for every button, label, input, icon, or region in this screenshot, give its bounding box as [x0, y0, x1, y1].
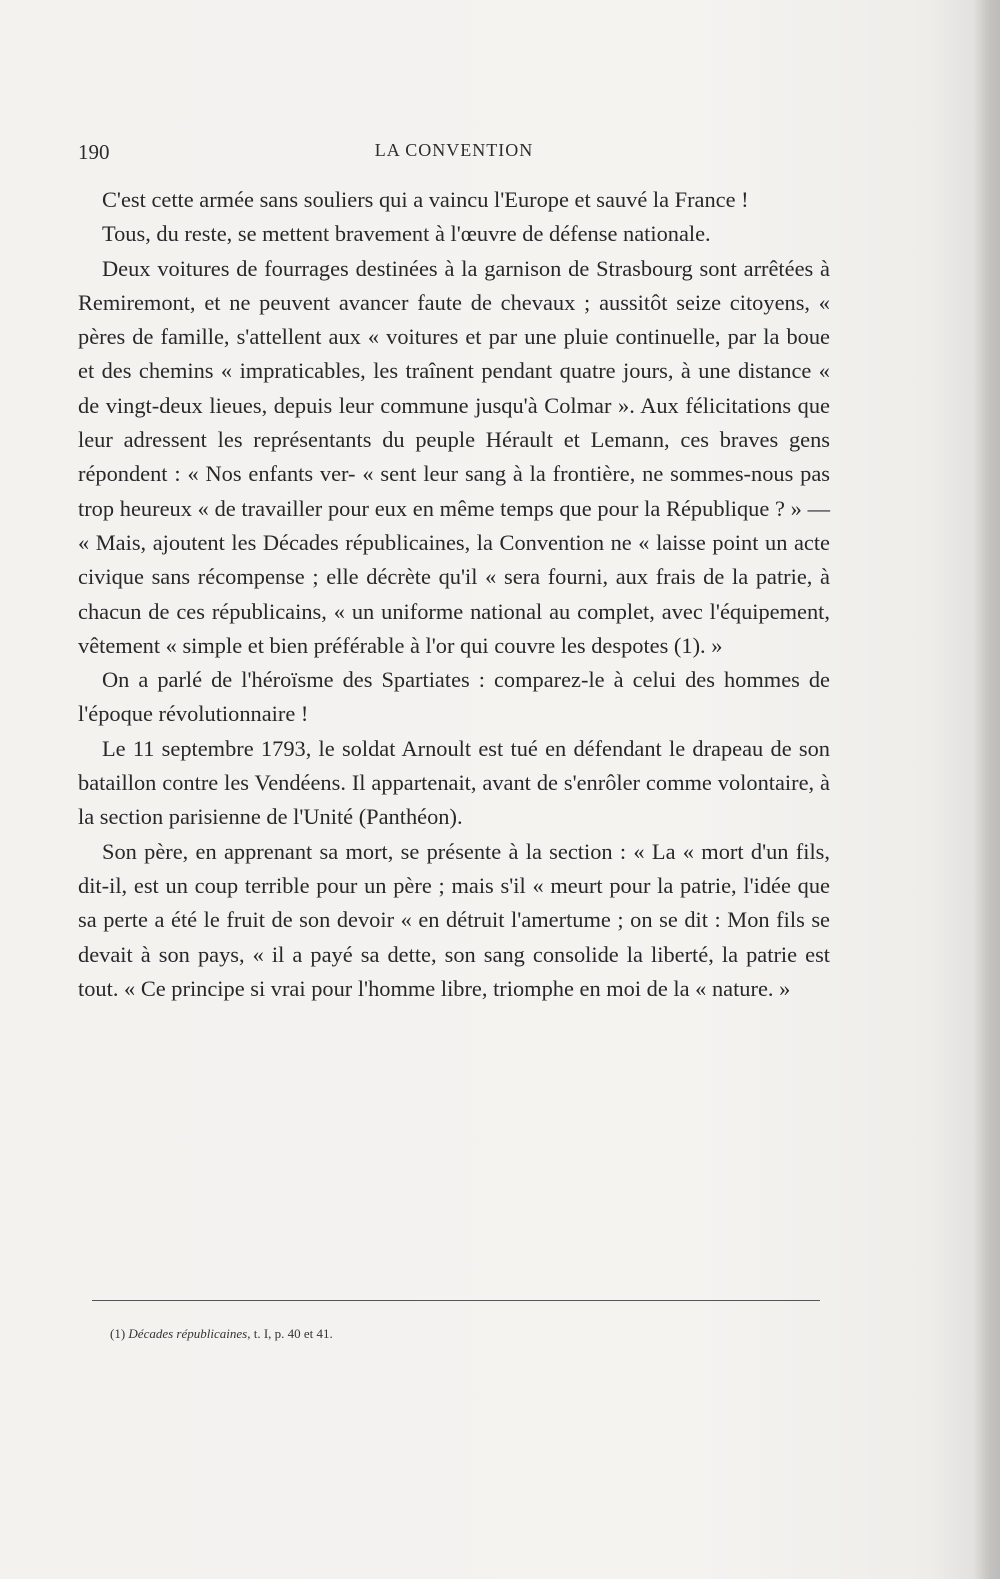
paragraph-6: Son père, en apprenant sa mort, se présente à la section : « La « mort d'un fils, dit-il, est un coup terrible pour un père ; mais s'il « meurt pour la patrie, l'idée que sa perte a été le fruit de son devoir « en détruit l'amertume ; on se dit : Mon fils se devait à son pays, « il a payé sa dette, son sang consolide la liberté, la patrie est tout. « Ce principe si vrai pour l'homme libre, triomphe en moi de la « nature. »	[78, 838, 830, 1001]
page-header	[78, 138, 830, 168]
paragraph-1: C'est cette armée sans souliers qui a vaincu l'Europe et sauvé la France !	[102, 187, 749, 212]
paragraph-2: Tous, du reste, se mettent bravement à l'œuvre de défense nationale.	[102, 221, 711, 247]
page-number: 190	[78, 140, 110, 164]
paragraph-3: Deux voitures de fourrages destinées à la garnison de Strasbourg sont arrêtées à Remiremont, et ne peuvent avancer faute de chevaux ; aussitôt seize citoyens, « pères de famille, s'attellent aux « voitures et par une pluie continuelle, par la boue et des chemins « impraticables, les traînent pendant quatre jours, à une distance « de vingt-deux lieues, depuis leur commune jusqu'à Colmar ». Aux félicitations que leur adressent les représentants du peuple Hérault et Lemann, ces braves gens répondent : « Nos enfants ver- « sent leur sang à la frontière, ne sommes-nous pas trop heureux « de travailler pour eux en même temps que pour la République ? » — « Mais, ajoutent les Décades républicaines, la Convention ne « laisse point un acte civique sans récompense ; elle décrète qu'il « sera fourni, aux frais de la patrie, à chacun de ces républicains, « un uniforme national au complet, avec l'équipement, vêtement « simple et bien préférable à l'or qui couvre les despotes (1). »	[78, 255, 830, 658]
footnote	[110, 1326, 333, 1342]
paragraph-5: Le 11 septembre 1793, le soldat Arnoult est tué en défendant le drapeau de son bataillon contre les Vendéens. Il appartenait, avant de s'enrôler comme volontaire, à la section parisienne de l'Unité (Panthéon).	[78, 735, 830, 830]
footnote-title: Décades républicaines	[128, 1326, 248, 1341]
footnote-rule	[92, 1300, 820, 1301]
footnote-reference: , t. I, p. 40 et 41.	[247, 1326, 333, 1341]
paragraph-4: On a parlé de l'héroïsme des Spartiates : comparez-le à celui des hommes de l'époque révolutionnaire !	[78, 667, 830, 727]
footnote-marker: (1)	[110, 1326, 126, 1341]
running-title: LA CONVENTION	[374, 140, 534, 160]
page-spine-line	[986, 0, 988, 1579]
body-text	[78, 183, 830, 1006]
